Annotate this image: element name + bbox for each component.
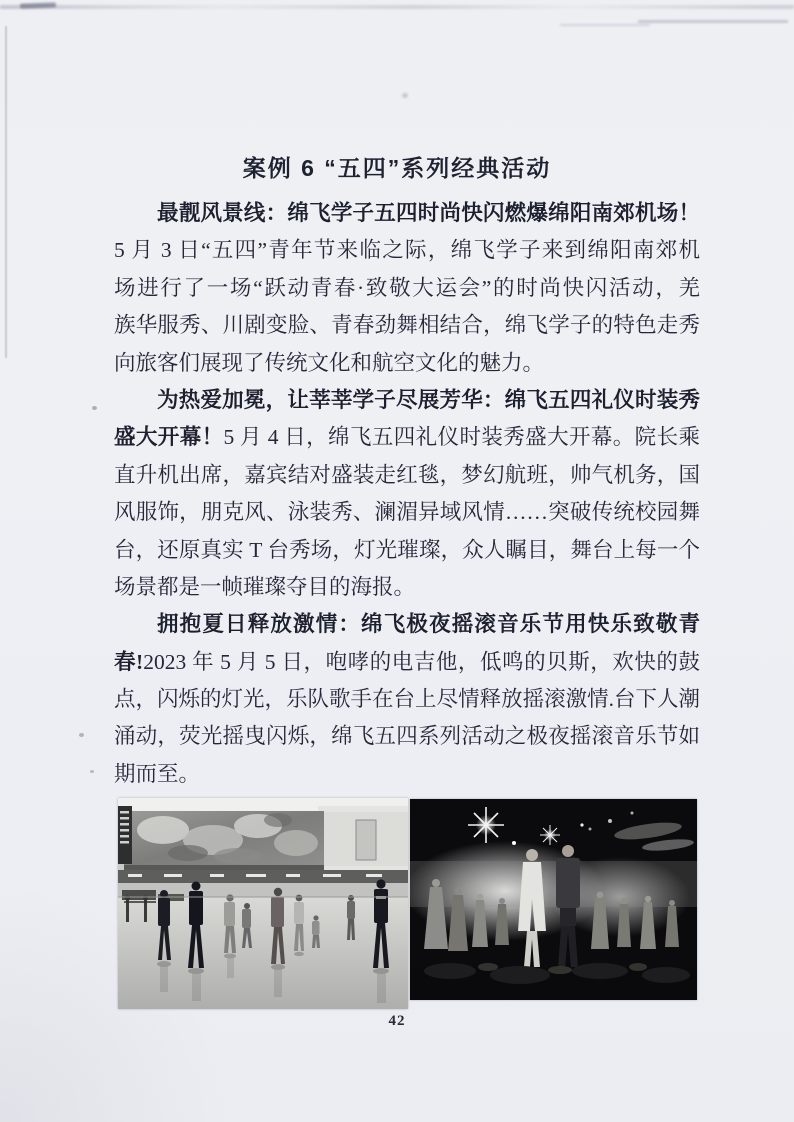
text-line <box>114 644 700 681</box>
text-line: 拥抱夏日释放激情：绵飞极夜摇滚音乐节用快乐致敬青 <box>157 612 700 637</box>
page-number: 42 <box>388 1013 406 1029</box>
scan-artifact <box>79 733 84 737</box>
page-title: 案例 6 “五四”系列经典活动 <box>242 155 552 181</box>
bold-lead: 春! <box>114 649 144 674</box>
line-text: 5 月 4 日，绵飞五四礼仪时装秀盛大开幕。院长乘 <box>223 425 700 450</box>
scan-artifact <box>20 2 56 8</box>
text-line <box>114 419 700 456</box>
document-body <box>114 195 700 793</box>
rock-festival-stage-photo <box>410 799 697 1000</box>
scan-artifact <box>638 20 788 23</box>
bold-lead: 盛大开幕！ <box>114 425 224 450</box>
scan-artifact <box>0 5 794 9</box>
scan-artifact <box>90 770 94 773</box>
text-line: 期而至。 <box>114 761 201 786</box>
text-line: 为热爱加冕，让莘莘学子尽展芳华：绵飞五四礼仪时装秀 <box>157 387 700 412</box>
scan-artifact <box>560 24 650 26</box>
text-line: 场进行了一场“跃动青春·致敬大运会”的时尚快闪活动，羌 <box>114 275 700 300</box>
text-line: 直升机出席，嘉宾结对盛装走红毯，梦幻航班，帅气机务，国 <box>114 462 700 487</box>
line-text: 2023 年 5 月 5 日，咆哮的电吉他，低鸣的贝斯，欢快的鼓 <box>143 649 700 674</box>
airport-flashmob-illustration <box>118 798 408 1009</box>
scan-artifact <box>92 406 97 410</box>
text-line: 场景都是一帧璀璨夺目的海报。 <box>114 574 416 599</box>
airport-flashmob-photo <box>118 798 408 1009</box>
text-line: 风服饰，朋克风、泳装秀、澜湄异域风情……突破传统校园舞 <box>114 500 700 525</box>
text-line: 向旅客们展现了传统文化和航空文化的魅力。 <box>114 350 545 375</box>
scan-artifact <box>402 93 408 98</box>
text-line: 最靓风景线：绵飞学子五四时尚快闪燃爆绵阳南郊机场！ <box>157 201 700 225</box>
text-line: 涌动，荧光摇曳闪烁，绵飞五四系列活动之极夜摇滚音乐节如 <box>114 724 700 749</box>
text-line: 5 月 3 日“五四”青年节来临之际，绵飞学子来到绵阳南郊机 <box>114 238 700 263</box>
rock-festival-illustration <box>410 799 697 1000</box>
scan-artifact <box>5 26 7 358</box>
text-line: 点，闪烁的灯光，乐队歌手在台上尽情释放摇滚激情.台下人潮 <box>114 687 700 712</box>
text-line: 台，还原真实 T 台秀场，灯光璀璨，众人瞩目，舞台上每一个 <box>114 537 700 562</box>
text-line: 族华服秀、川剧变脸、青春劲舞相结合，绵飞学子的特色走秀 <box>114 313 700 338</box>
